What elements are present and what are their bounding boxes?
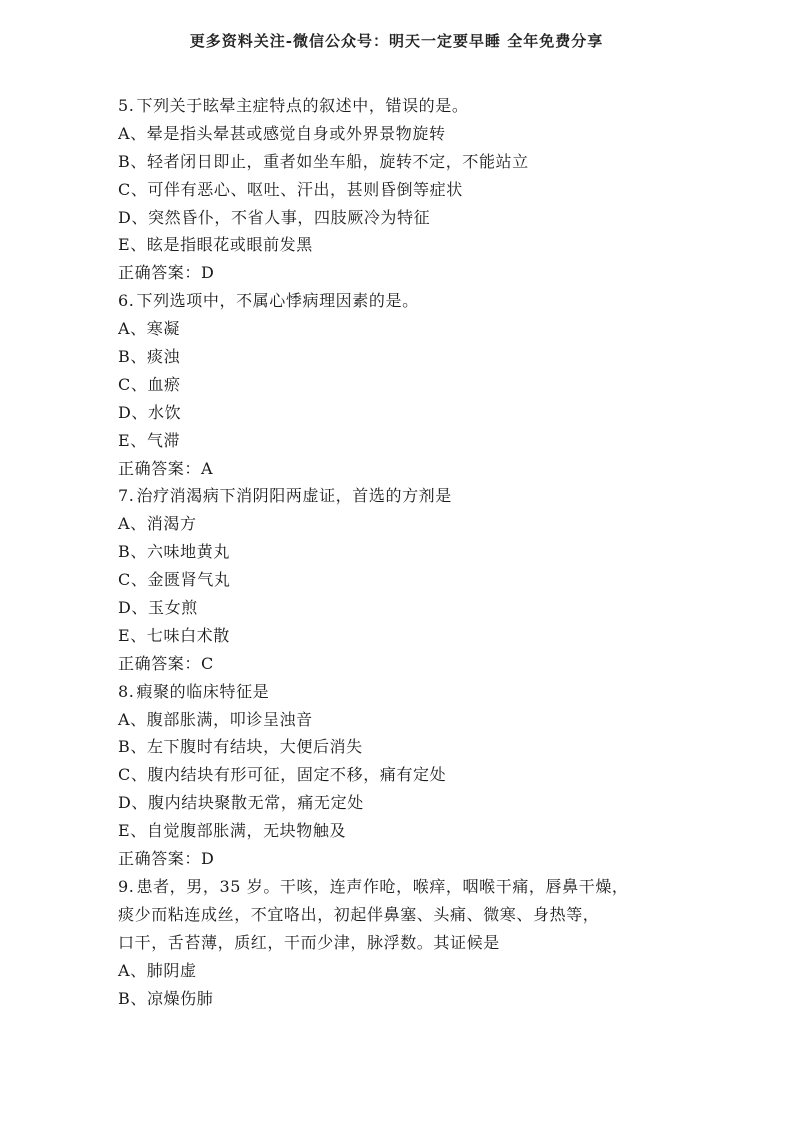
answer: 正确答案：D	[118, 263, 215, 283]
option-d: D、水饮	[118, 402, 182, 422]
question-7	[118, 482, 718, 677]
question-number: 6.	[118, 291, 135, 311]
option-a: A、肺阴虚	[118, 960, 197, 980]
question-text: 下列选项中，不属心悸病理因素的是。	[136, 291, 419, 311]
option-a: A、寒凝	[118, 319, 180, 339]
question-6	[118, 287, 718, 482]
option-b: B、轻者闭日即止，重者如坐车船，旋转不定，不能站立	[118, 151, 529, 171]
question-stem	[118, 92, 718, 120]
option-b: B、六味地黄丸	[118, 542, 230, 562]
option-e: E、自觉腹部胀满，无块物触及	[118, 821, 347, 841]
question-number: 8.	[118, 681, 135, 701]
question-text: 下列关于眩晕主症特点的叙述中，错误的是。	[136, 96, 469, 115]
question-text: 患者，男，35 岁。干咳，连声作呛，喉痒，咽喉干痛，唇鼻干燥，	[136, 876, 629, 896]
question-9	[118, 873, 718, 1012]
option-d: D、玉女煎	[118, 598, 198, 618]
question-text: 治疗消渴病下消阴阳两虚证，首选的方剂是	[136, 486, 452, 506]
option-c: C、血瘀	[118, 374, 181, 394]
question-stem	[118, 873, 718, 901]
question-number: 7.	[118, 486, 135, 506]
answer: 正确答案：A	[118, 458, 214, 478]
question-5	[118, 92, 718, 287]
question-stem	[118, 287, 718, 315]
question-8	[118, 678, 718, 873]
option-e: E、气滞	[118, 430, 181, 450]
option-a: A、晕是指头晕甚或感觉自身或外界景物旋转	[118, 123, 446, 143]
page-header: 更多资料关注-微信公众号：明天一定要早睡 全年免费分享	[189, 32, 604, 50]
question-text: 瘕聚的临床特征是	[136, 681, 270, 701]
option-d: D、腹内结块聚散无常，痛无定处	[118, 793, 364, 813]
option-e: E、眩是指眼花或眼前发黑	[118, 235, 313, 255]
option-a: A、消渴方	[118, 514, 197, 534]
option-c: C、腹内结块有形可征，固定不移，痛有定处	[118, 765, 447, 785]
question-stem	[118, 678, 718, 706]
option-c: C、可伴有恶心、呕吐、汗出，甚则昏倒等症状	[118, 179, 463, 199]
question-list	[118, 92, 718, 1012]
option-b: B、凉燥伤肺	[118, 988, 214, 1008]
option-d: D、突然昏仆，不省人事，四肢厥冷为特征	[118, 207, 431, 227]
question-number: 5.	[118, 96, 135, 115]
answer: 正确答案：D	[118, 849, 215, 869]
option-c: C、金匮肾气丸	[118, 570, 231, 590]
question-stem	[118, 482, 718, 510]
option-e: E、七味白术散	[118, 625, 230, 645]
question-number: 9.	[118, 876, 135, 896]
option-a: A、腹部胀满，叩诊呈浊音	[118, 709, 313, 729]
question-text-continued: 痰少而粘连成丝，不宜咯出，初起伴鼻塞、头痛、微寒、身热等，	[118, 904, 600, 924]
answer: 正确答案：C	[118, 653, 214, 673]
question-text-continued: 口干，舌苔薄，质红，干而少津，脉浮数。其证候是	[118, 932, 500, 952]
option-b: B、左下腹时有结块，大便后消失	[118, 737, 363, 757]
option-b: B、痰浊	[118, 347, 181, 367]
